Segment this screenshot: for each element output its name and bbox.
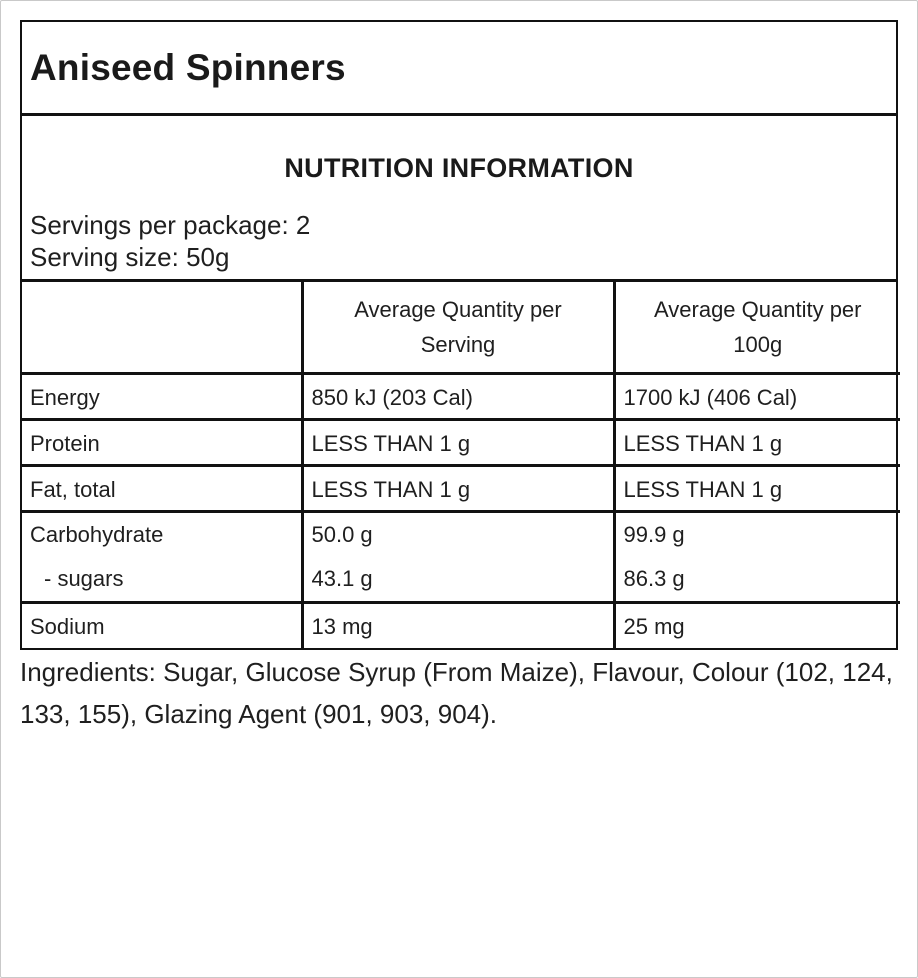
table-row-sodium — [22, 602, 900, 648]
table-header-row — [22, 282, 900, 373]
per-serving-sugars-value: 43.1 g — [311, 565, 373, 591]
table-row-energy — [22, 373, 900, 419]
per-100g-value: 25 mg — [623, 614, 685, 640]
per-100g-value: 1700 kJ (406 Cal) — [614, 373, 900, 419]
per-serving-value: LESS THAN 1 g — [302, 465, 614, 511]
sub-nutrient-name: - sugars — [44, 565, 124, 591]
servings-per-package: Servings per package: 2 — [30, 210, 311, 240]
table-row-fat — [22, 465, 900, 511]
table-row-carbohydrate — [22, 511, 900, 602]
table-row-protein — [22, 419, 900, 465]
nutrient-name: Sodium — [22, 602, 302, 648]
per-100g-value: LESS THAN 1 g — [614, 419, 900, 465]
nutrient-name: Fat, total — [22, 465, 302, 511]
nutrition-heading: NUTRITION INFORMATION — [284, 153, 634, 183]
per-100g-value: LESS THAN 1 g — [614, 465, 900, 511]
per-serving-cell — [302, 511, 614, 602]
per-serving-value: 50.0 g — [311, 521, 373, 547]
per-serving-value: 850 kJ (203 Cal) — [302, 373, 614, 419]
nutrient-name: Protein — [22, 419, 302, 465]
header-cell-per-serving: Average Quantity per Serving — [302, 282, 614, 373]
per-100g-sugars-value: 86.3 g — [623, 565, 685, 591]
per-100g-value: 99.9 g — [623, 521, 685, 547]
title-box — [22, 22, 896, 116]
ingredients-text: Ingredients: Sugar, Glucose Syrup (From Maize), Flavour, Colour (102, 124, 133, 155), Glazing Agent (901, 903, 904). — [20, 657, 893, 729]
product-title: Aniseed Spinners — [30, 46, 346, 88]
per-serving-value: LESS THAN 1 g — [302, 419, 614, 465]
nutrient-name: Energy — [22, 373, 302, 419]
nutrition-panel — [20, 20, 898, 650]
nutrition-table — [22, 282, 900, 648]
nutrient-name-cell — [22, 511, 302, 602]
nutrient-name: Carbohydrate — [30, 521, 164, 547]
header-cell-nutrient — [22, 282, 302, 373]
header-cell-per-100g: Average Quantity per 100g — [614, 282, 900, 373]
per-100g-cell — [614, 511, 900, 602]
nutrition-info-box — [22, 116, 896, 282]
per-serving-value: 13 mg — [302, 602, 614, 648]
servings-block — [30, 209, 310, 273]
serving-size: Serving size: 50g — [30, 242, 230, 272]
